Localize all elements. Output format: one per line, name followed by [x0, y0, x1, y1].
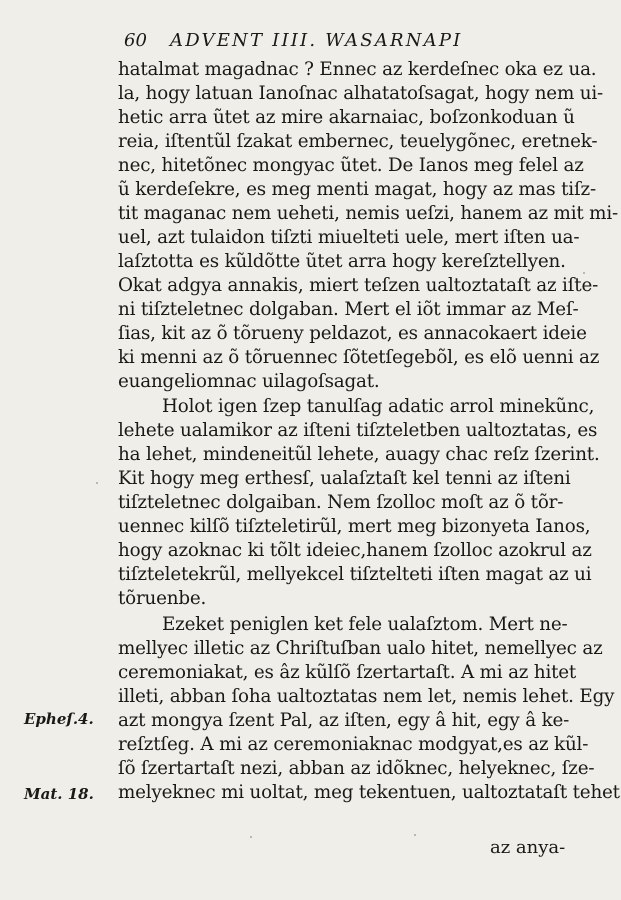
running-head-title: ADVENT IIII. WASARNAPI [170, 30, 463, 51]
text-line: uennec kilſõ tiſzteletirũl, mert meg bizonyeta Ianos, [118, 516, 591, 537]
text-line: tõruenbe. [118, 588, 207, 609]
text-line: tit maganac nem ueheti, nemis ueſzi, hanem az mit mi- [118, 203, 618, 224]
paragraph-first-line: Ezeket peniglen ket fele ualaſztom. Mert ne- [162, 614, 568, 635]
text-line: azt mongya ſzent Pal, az iſten, egy â hit, egy â ke- [118, 710, 570, 731]
text-line: ſõ ſzertartaſt nezi, abban az idõknec, helyeknec, ſze- [118, 758, 595, 779]
paper-speck [250, 836, 252, 838]
paragraph-first-line: Holot igen ſzep tanulſag adatic arrol minekũnc, [162, 396, 595, 417]
text-line: nec, hitetõnec mongyac ũtet. De Ianos meg felel az [118, 155, 584, 176]
paper-speck [583, 272, 585, 274]
paper-speck [96, 482, 98, 484]
text-line: la, hogy latuan Ianoſnac alhatatoſsagat, hogy nem ui- [118, 83, 603, 104]
marginal-note-matthew: Mat. 18. [24, 785, 94, 803]
text-line: hetic arra ũtet az mire akarnaiac, boſzonkoduan ũ [118, 107, 575, 128]
text-line: ki menni az õ tõruennec ſõtetſegebõl, es elõ uenni az [118, 347, 600, 368]
text-line: tiſzteletnec dolgaiban. Nem ſzolloc moſt az õ tõr- [118, 492, 564, 513]
text-line: Kit hogy meg erthesſ, ualaſztaſt kel tenni az iſteni [118, 468, 571, 489]
text-line: Okat adgya annakis, miert teſzen ualtoztataſt az iſte- [118, 275, 599, 296]
text-line: ha lehet, mindeneitũl lehete, auagy chac reſz ſzerint. [118, 444, 600, 465]
text-line: mellyec illetic az Chriſtuſban ualo hitet, nemellyec az [118, 638, 603, 659]
text-line: lehete ualamikor az iſteni tiſzteletben ualtoztatas, es [118, 420, 598, 441]
text-line: uel, azt tulaidon tiſzti miuelteti uele, mert iſten ua- [118, 227, 580, 248]
marginal-note-ephesians: Epheſ.4. [24, 710, 94, 728]
text-line: illeti, abban ſoha ualtoztatas nem let, nemis lehet. Egy [118, 686, 615, 707]
text-line: hogy azoknac ki tõlt ideiec,hanem ſzolloc azokrul az [118, 540, 592, 561]
text-line: ceremoniakat, es âz kũlſõ ſzertartaſt. A mi az hitet [118, 662, 577, 683]
text-line: euangeliomnac uilagoſsagat. [118, 371, 380, 392]
text-line: melyeknec mi uoltat, meg tekentuen, ualtoztataſt tehet [118, 782, 620, 803]
page-number: 60 [124, 30, 147, 51]
text-line: reia, iſtentũl ſzakat embernec, teuelygõnec, eretnek- [118, 131, 598, 152]
text-line: reſztſeg. A mi az ceremoniaknac modgyat,es az kũl- [118, 734, 589, 755]
text-line: ni tiſzteletnec dolgaban. Mert el iõt immar az Meſ- [118, 299, 579, 320]
paper-speck [414, 834, 416, 836]
text-line: tiſzteletekrũl, mellyekcel tiſztelteti iſten magat az ui [118, 564, 592, 585]
text-line: hatalmat magadnac ? Ennec az kerdeſnec oka ez ua. [118, 59, 597, 80]
text-line: ũ kerdeſekre, es meg menti magat, hogy az mas tiſz- [118, 179, 596, 200]
text-line: laſztotta es kũldõtte ũtet arra hogy kereſztellyen. [118, 251, 566, 272]
text-line: ſias, kit az õ tõrueny peldazot, es annacokaert ideie [118, 323, 587, 344]
catchword: az anya- [490, 837, 566, 858]
